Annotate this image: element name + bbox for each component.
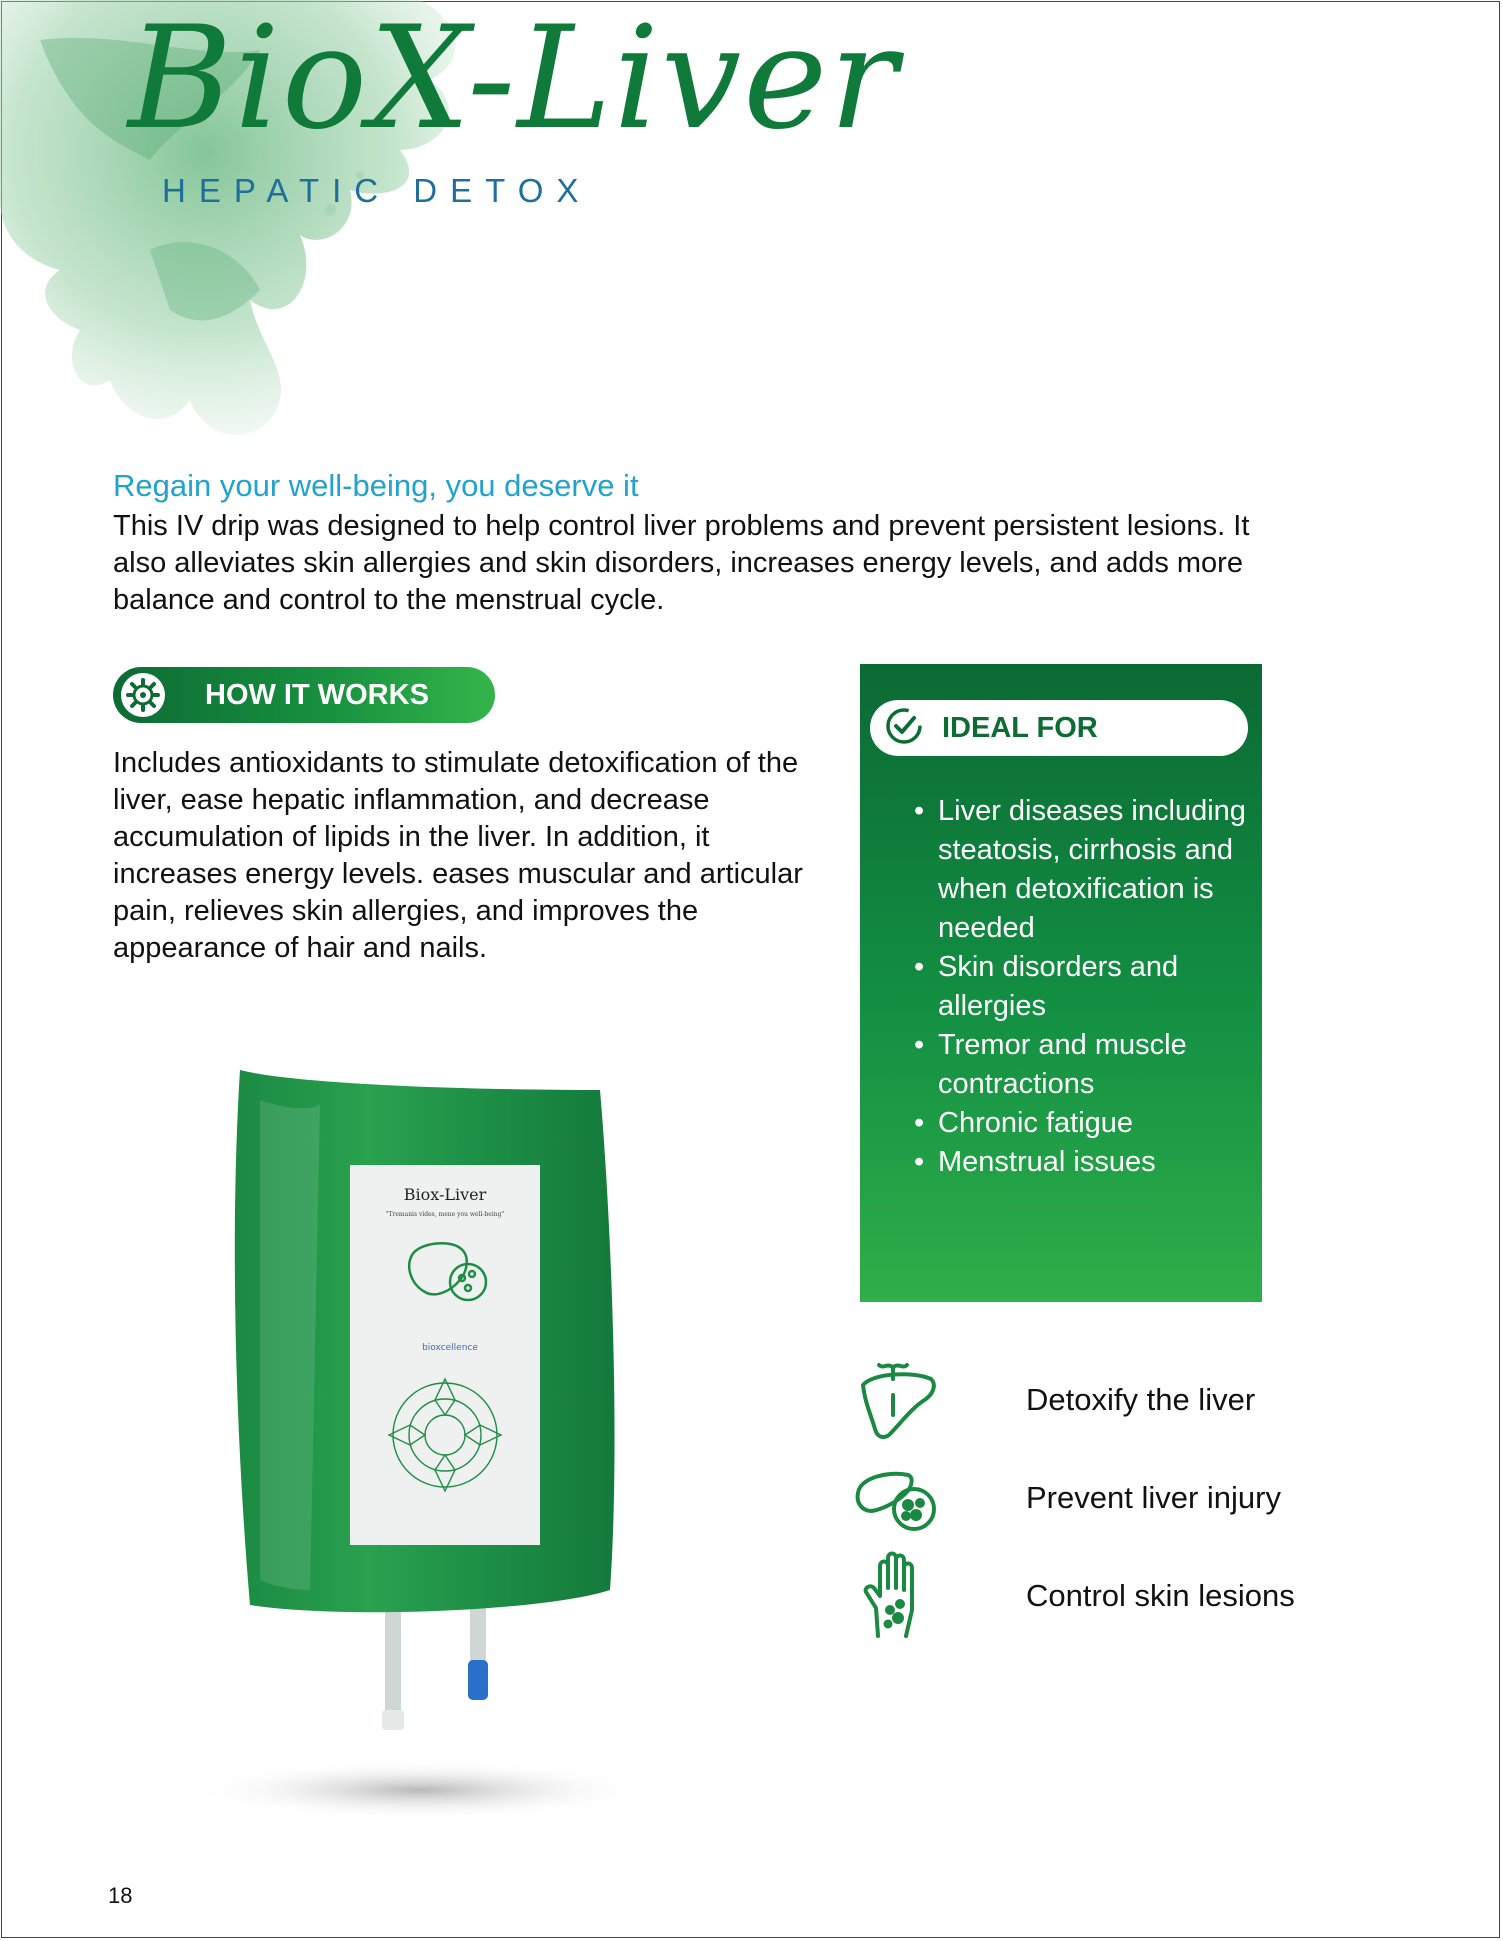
bag-label-title: Biox-Liver (403, 1185, 487, 1204)
list-item: • Skin disorders and allergies (914, 948, 1254, 1026)
intro-paragraph: This IV drip was designed to help control liver problems and prevent persistent lesions. It also alleviates skin allergies and skin disorders, increases energy levels, and adds more balance and control to the menstrual cycle. (113, 510, 1250, 616)
benefit-prevent (850, 1450, 1281, 1546)
bag-label-subtitle: "Tremanis vides, mene you well-being" (385, 1211, 505, 1218)
tagline: Regain your well-being, you deserve it (113, 468, 639, 503)
list-item: • Liver diseases including steatosis, cirrhosis and when detoxification is needed (914, 792, 1254, 948)
benefit-text: Prevent liver injury (1026, 1480, 1281, 1515)
how-it-works-label: HOW IT WORKS (205, 678, 429, 711)
gear-icon (121, 673, 165, 717)
list-item: • Menstrual issues (914, 1143, 1254, 1182)
brand-title: BioX-Liver (128, 0, 900, 161)
benefit-detoxify (850, 1352, 1255, 1448)
brand-subtitle: HEPATIC DETOX (162, 172, 592, 209)
check-circle-icon (884, 706, 924, 751)
benefit-text: Control skin lesions (1026, 1578, 1295, 1613)
benefit-control (850, 1548, 1295, 1644)
ideal-for-label: IDEAL FOR (942, 711, 1098, 744)
iv-bag-image (150, 1030, 710, 1830)
liver-cells-icon (850, 1450, 946, 1546)
how-it-works-pill (113, 667, 495, 723)
list-item: • Chronic fatigue (914, 1104, 1254, 1143)
bag-brand-mark: bioxcellence (422, 1343, 478, 1353)
ideal-for-panel (860, 664, 1262, 1302)
list-item: • Tremor and muscle contractions (914, 1026, 1254, 1104)
ideal-for-pill (870, 700, 1248, 756)
benefit-text: Detoxify the liver (1026, 1382, 1256, 1417)
how-it-works-paragraph: Includes antioxidants to stimulate detoxification of the liver, ease hepatic inflammation, and decrease accumulation of lipids in the liver. In addition, it increases energy levels. eases muscular and articular pain, relieves skin allergies, and improves the appearance of hair and nails. (113, 747, 803, 964)
ideal-for-list (914, 792, 1254, 1182)
page-number: 18 (108, 1883, 133, 1908)
liver-icon (850, 1352, 946, 1448)
hand-lesions-icon (850, 1548, 946, 1644)
